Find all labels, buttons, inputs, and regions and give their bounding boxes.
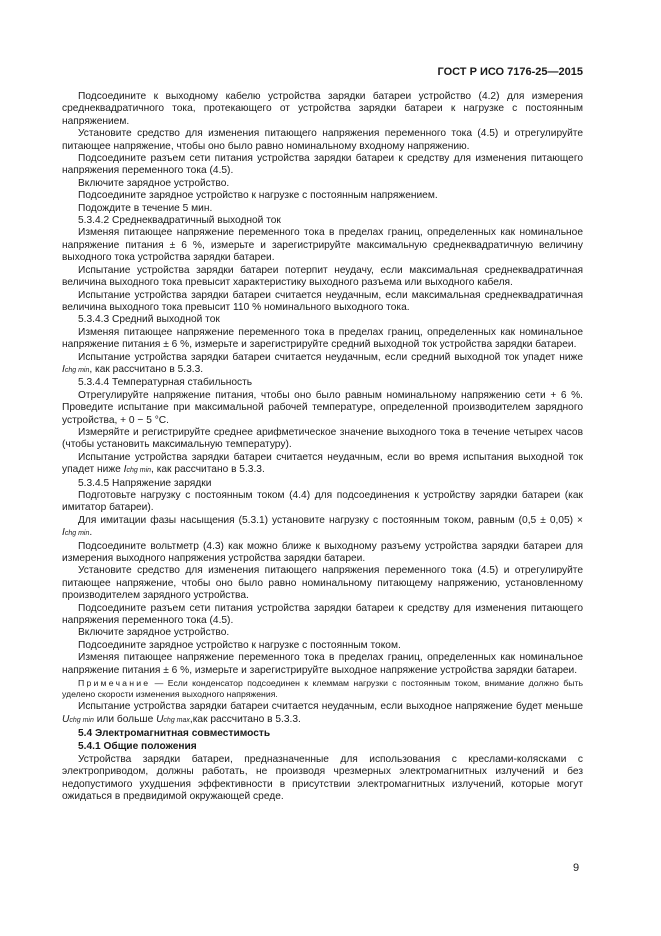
paragraph-voltage-fail bbox=[62, 701, 583, 727]
paragraph-temp-fail bbox=[62, 452, 583, 478]
subscript: chg min bbox=[64, 366, 90, 374]
text: ,как рассчитано в 5.3.3. bbox=[189, 713, 301, 725]
text: . bbox=[89, 527, 93, 539]
subscript: chg max bbox=[163, 716, 190, 724]
page-number: 9 bbox=[573, 862, 580, 874]
symbol: I bbox=[62, 527, 65, 539]
paragraph: Испытание устройства зарядки батареи считается неудачным, если максимальная среднеквадратичная величина выходного тока превысит 110 % номинального выходного тока. bbox=[62, 289, 583, 313]
paragraph: Подсоедините зарядное устройство к нагрузке с постоянным током. bbox=[78, 639, 401, 651]
symbol: U bbox=[156, 713, 164, 725]
subscript: chg min bbox=[64, 530, 90, 538]
paragraph: Подождите в течение 5 мин. bbox=[78, 202, 213, 214]
section-heading: 5.3.4.5 Напряжение зарядки bbox=[78, 477, 212, 489]
note-label: Примечание bbox=[78, 678, 151, 689]
paragraph: Установите средство для изменения питающего напряжения переменного тока (4.5) и отрегулируйте питающее напряжение, чтобы оно было равно номинальному входному напряжению. bbox=[62, 128, 583, 152]
paragraph-saturation bbox=[62, 515, 583, 541]
text: или больше bbox=[93, 713, 157, 725]
text: , как рассчитано в 5.3.3. bbox=[89, 363, 204, 375]
section-heading: 5.3.4.3 Средний выходной ток bbox=[78, 314, 220, 326]
text: Испытание устройства зарядки батареи считается неудачным, если выходное напряжение будет меньше bbox=[78, 701, 583, 713]
section-heading-bold: 5.4 Электромагнитная совместимость bbox=[78, 727, 271, 739]
paragraph: Подсоедините зарядное устройство к нагрузке с постоянным напряжением. bbox=[78, 190, 438, 202]
subscript: chg min bbox=[126, 467, 152, 475]
paragraph: Изменяя питающее напряжение переменного тока в пределах границ, определенных как номинальное напряжение питания ± 6 %, измерьте и зарегистрируйте максимальную среднеквадратичную величину выходного тока устройства зарядки батареи. bbox=[62, 227, 583, 264]
text: Для имитации фазы насыщения (5.3.1) установите нагрузку с постоянным током, равным (0,5 ± 0,05) × bbox=[78, 514, 583, 526]
paragraph: Подготовьте нагрузку с постоянным током (4.4) для подсоединения к устройству зарядки батареи (как имитатор батареи). bbox=[62, 490, 583, 514]
note bbox=[62, 678, 583, 700]
paragraph: Подсоедините к выходному кабелю устройства зарядки батареи устройство (4.2) для измерения среднеквадратичного тока, протекающего от устройства зарядки батареи к нагрузке с постоянным напряжением. bbox=[62, 91, 583, 127]
paragraph-avg-fail bbox=[62, 352, 583, 378]
text: , как рассчитано в 5.3.3. bbox=[151, 464, 265, 476]
paragraph: Подсоедините разъем сети питания устройства зарядки батареи к средству для изменения питающего напряжения переменного тока (4.5). bbox=[62, 602, 583, 627]
section-heading: 5.3.4.4 Температурная стабильность bbox=[78, 377, 253, 389]
text: Испытание устройства зарядки батареи считается неудачным, если средний выходной ток упадет ниже bbox=[78, 351, 583, 363]
note-text: — Если конденсатор подсоединен к клеммам нагрузки с постоянным током, внимание должно быть уделено скорости изменения выходного напряжения. bbox=[62, 678, 583, 700]
symbol: I bbox=[62, 363, 65, 375]
paragraph: Включите зарядное устройство. bbox=[78, 627, 230, 639]
document-body bbox=[62, 91, 583, 803]
text: Испытание устройства зарядки батареи считается неудачным, если во время испытания выходной ток упадет ниже bbox=[62, 451, 583, 476]
paragraph: Изменяя питающее напряжение переменного тока в пределах границ, определенных как номинальное напряжение питания ± 6 %, измерьте и зарегистрируйте выходное напряжение устройства зарядки батареи. bbox=[62, 652, 583, 676]
symbol: U bbox=[62, 713, 70, 725]
paragraph: Подсоедините разъем сети питания устройства зарядки батареи к средству для изменения питающего напряжения переменного тока (4.5). bbox=[62, 153, 583, 177]
paragraph: Испытание устройства зарядки батареи потерпит неудачу, если максимальная среднеквадратичная величина выходного тока превысит характеристику выходного разъема или выходного кабеля. bbox=[62, 264, 583, 289]
subscript: chg min bbox=[69, 716, 94, 724]
paragraph: Установите средство для изменения питающего напряжения переменного тока (4.5) и отрегулируйте питающее напряжение, чтобы оно было равно номинальному питающему напряжению, установленному производителем зарядного устройства. bbox=[62, 565, 583, 602]
section-heading-bold: 5.4.1 Общие положения bbox=[78, 741, 197, 753]
paragraph: Устройства зарядки батареи, предназначенные для использования с креслами-колясками с электроприводом, должны работать, не производя чрезмерных электромагнитных излучений и без недопустимого ухудшения эффективности в присутствии электромагнитных излучений, которые могут ожидаться в предвидимой окружающей среде. bbox=[62, 753, 583, 802]
paragraph: Отрегулируйте напряжение питания, чтобы оно было равным номинальному напряжению сети + 6 %. Проведите испытание при максимальной рабочей температуре, определенной производителем зарядного устройства, + 0 − 5 °C. bbox=[62, 389, 583, 426]
paragraph: Подсоедините вольтметр (4.3) как можно ближе к выходному разъему устройства зарядки батареи для измерения выходного напряжения устройства зарядки батареи. bbox=[62, 540, 583, 565]
paragraph: Измеряйте и регистрируйте среднее арифметическое значение выходного тока в течение четырех часов (чтобы установить максимальную температуру). bbox=[62, 426, 583, 451]
section-heading: 5.3.4.2 Среднеквадратичный выходной ток bbox=[78, 215, 281, 227]
paragraph: Изменяя питающее напряжение переменного тока в пределах границ, определенных как номинальное напряжение питания ± 6 %, измерьте и зарегистрируйте средний выходной ток устройства зарядки батареи. bbox=[62, 326, 583, 351]
paragraph: Включите зарядное устройство. bbox=[78, 177, 230, 189]
document-header: ГОСТ Р ИСО 7176-25—2015 bbox=[437, 66, 583, 78]
symbol: I bbox=[123, 464, 127, 476]
